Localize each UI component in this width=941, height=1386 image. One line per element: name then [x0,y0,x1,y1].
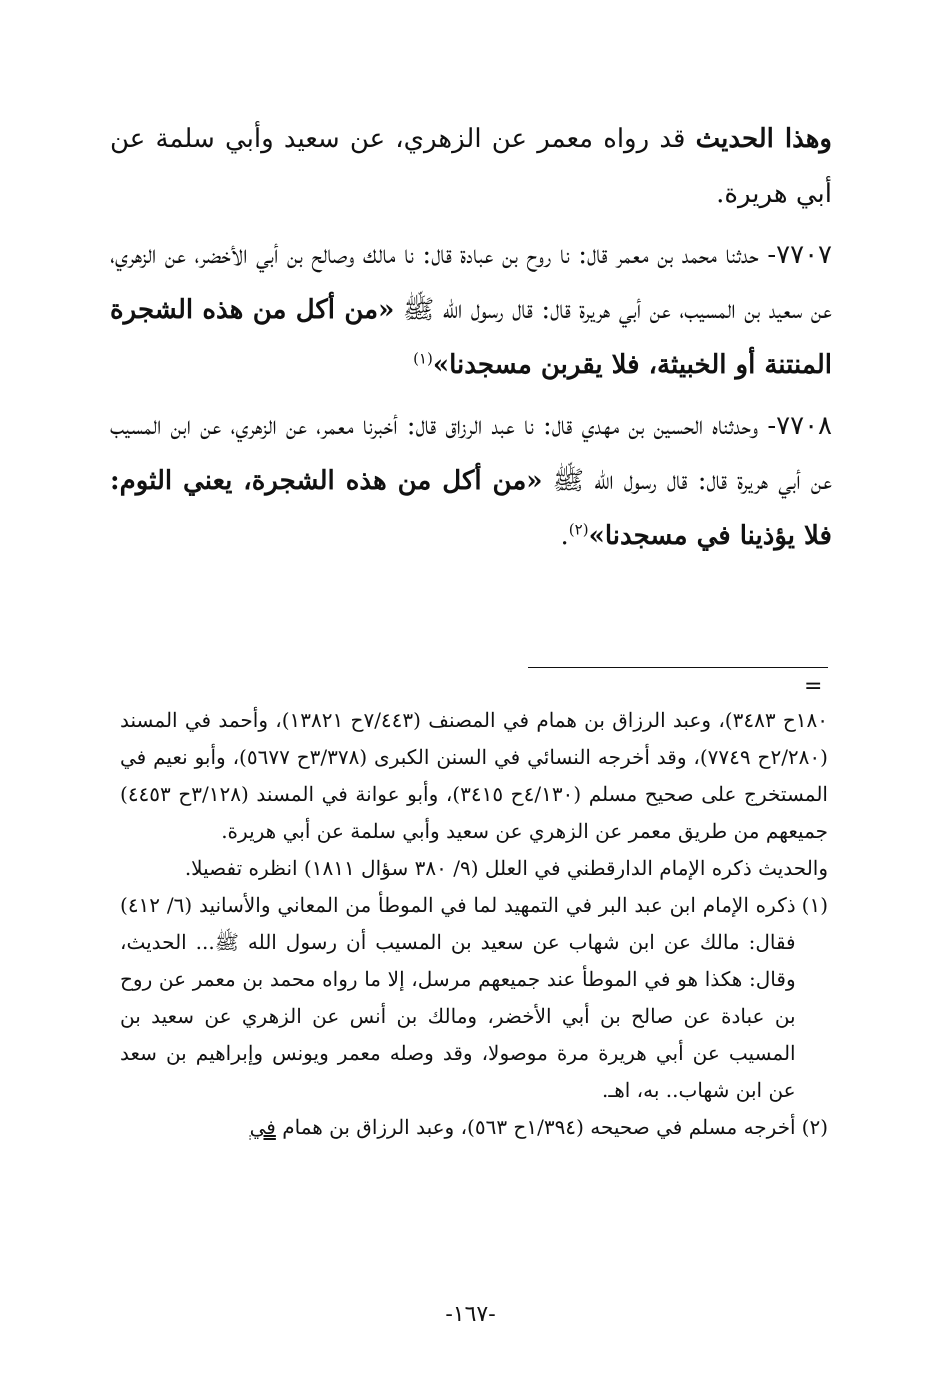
hadith-isnad: ٧٧٠٨- وحدثناه الحسين بن مهدي قال: نا عبد الرزاق قال: أخبرنا معمر، عن الزهري، عن ابن المسيب عن أبي هريرة قال: قال رسول الله ﷺ [110,411,833,496]
hadith-quote: «من أكل من هذه الشجرة المنتنة أو الخبيثة، فلا يقربن مسجدنا» [110,295,832,380]
end-punctuation: . [560,521,569,551]
footnote-continuation-2: والحديث ذكره الإمام الدارقطني في العلل (٩/ ٣٨٠ سؤال ١٨١١) انظره تفصيلا. [184,856,828,880]
main-text [110,112,832,570]
footnote-number: (١) [801,893,828,917]
footnotes [120,702,828,1146]
hadith-quote: «من أكل من هذه الشجرة، يعني الثوم: فلا يؤذينا في مسجدنا» [110,466,832,551]
bold-lead: وهذا الحديث [695,124,832,154]
footnote-continuation: ١٨٠ح ٣٤٨٣)، وعبد الرزاق بن همام في المصنف (٧/٤٤٣ح ١٣٨٢١)، وأحمد في المسند (٢/٢٨٠ح ٧٧٤٩)، وقد أخرجه النسائي في السنن الكبرى (٣/٣٧٨ح ٥٦٧٧)، وأبو نعيم في المستخرج على صحيح مسلم (٤/١٣٠ح ٣٤١٥)، وأبو عوانة في المسند (٣/١٢٨ح ٤٤٥٣) جميعهم من طريق معمر عن الزهري عن سعيد وأبي سلمة عن أبي هريرة. [120,708,828,843]
footnote-2 [120,1109,828,1146]
footnote-number: (٢) [801,1115,828,1139]
page-number: -١٦٧- [445,1302,496,1327]
footnote-ref-1[interactable]: (١) [413,349,433,368]
footnote-text-main: أخرجه مسلم في صحيحه (١/٣٩٤ح ٥٦٣)، وعبد الرزاق بن همام [275,1115,796,1139]
hadith-isnad: ٧٧٠٧- حدثنا محمد بن معمر قال: نا روح بن عبادة قال: نا مالك وصالح بن أبي الأخضر، عن الزهري، عن سعيد بن المسيب، عن أبي هريرة قال: قال رسول الله ﷺ [110,240,832,325]
footnote-continued-word: في [249,1115,276,1139]
footnote-ref-2[interactable]: (٢) [568,520,589,539]
footnote-text: ذكره الإمام ابن عبد البر في التمهيد لما في الموطأ من المعاني والأسانيد (٦/ ٤١٢) فقال: مالك عن ابن شهاب عن سعيد بن المسيب أن رسول الله ﷺ... الحديث، وقال: هكذا هو في الموطأ عند جميعهم مرسل، إلا ما رواه محمد بن معمر عن روح بن عبادة عن صالح بن أبي الأخضر، ومالك بن أنس عن الزهري عن سعيد بن المسيب عن أبي هريرة مرة موصولا، وقد وصله معمر ويونس وإبراهيم بن سعد عن ابن شهاب.. به، اهـ. [120,893,796,1102]
footnote-separator [528,667,828,668]
footnote-text [120,1109,796,1146]
hadith-7708 [110,399,832,564]
continuation-mark: = [804,674,823,699]
footnote-1 [120,887,828,1109]
paragraph-text: قد رواه معمر عن الزهري، عن سعيد وأبي سلمة عن أبي هريرة. [110,124,832,209]
hadith-7707 [110,228,832,393]
paragraph-1 [110,112,832,222]
